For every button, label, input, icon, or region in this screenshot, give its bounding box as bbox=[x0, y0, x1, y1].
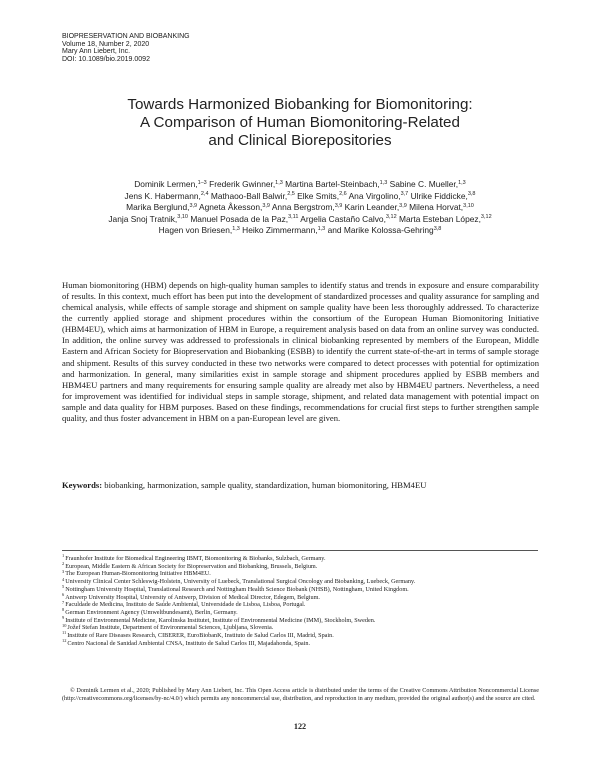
affiliation: $^4$University Clinical Center Schleswig-Holstein, University of Luebeck, Translational Surgical Oncology and Biobanking, Luebeck, Germany. bbox=[62, 576, 416, 586]
author: and Marike Kolossa-Gehring$^{3,8}$ bbox=[327, 225, 442, 236]
author: Marta Esteban López,$^{3,12}$ bbox=[398, 213, 492, 224]
author: Heiko Zimmermann,$^{1,3}$ bbox=[242, 225, 326, 236]
author: Milena Horvat,$^{3,10}$ bbox=[409, 202, 474, 213]
affiliation: $^{12}$Centro Nacional de Sanidad Ambiental CNSA, Instituto de Salud Carlos III, Majadahonda, Spain. bbox=[62, 638, 311, 647]
author: Argelia Castaño Calvo,$^{3,12}$ bbox=[300, 213, 397, 224]
journal-volume: Volume 18, Number 2, 2020 bbox=[62, 40, 150, 48]
journal-header bbox=[62, 33, 190, 63]
journal-name: BIOPRESERVATION AND BIOBANKING bbox=[62, 33, 190, 40]
author: Karin Leander,$^{3,9}$ bbox=[344, 202, 407, 213]
copyright-notice: © Dominik Lermen et al., 2020; Published by Mary Ann Liebert, Inc. This Open Access article is distributed under the terms of the Creative Commons Attribution Noncommercial License (http://creativecommons.org/licenses/by-nc/4.0/) which permits any noncommercial use, distribution, and reproduction in any medium, provided the original author(s) and the source are cited. bbox=[62, 687, 539, 702]
author: Anna Bergstrom,$^{3,9}$ bbox=[271, 202, 343, 213]
author: Dominik Lermen,$^{1-3}$ bbox=[134, 179, 207, 189]
author: Hagen von Briesen,$^{1,3}$ bbox=[158, 225, 240, 236]
page-number: 122 bbox=[293, 722, 307, 731]
article-title bbox=[60, 96, 540, 150]
author: Marika Berglund,$^{3,9}$ bbox=[126, 202, 198, 213]
author: Mathaoo-Ball Balwir,$^{2,5}$ bbox=[210, 190, 295, 201]
author: Manuel Posada de la Paz,$^{3,11}$ bbox=[190, 213, 299, 224]
affiliation: $^6$Antwerp University Hospital, University of Antwerp, Division of Medical Director, Edegem, Belgium. bbox=[62, 591, 320, 601]
affiliation: $^5$Nottingham University Hospital, Translational Research and Nottingham Health Science Biobank (NHSB), Nottingham, United Kingdom. bbox=[62, 584, 409, 593]
author: Agneta Åkesson,$^{3,9}$ bbox=[198, 202, 270, 213]
author: Jens K. Habermann,$^{2,4}$ bbox=[124, 190, 209, 201]
author: Elke Smits,$^{2,6}$ bbox=[297, 190, 347, 201]
title-line: Towards Harmonized Biobanking for Biomonitoring: bbox=[127, 96, 473, 113]
keywords-text: biobanking, harmonization, sample quality, standardization, human biomonitoring, HBM4EU bbox=[104, 480, 427, 490]
keywords bbox=[62, 480, 539, 491]
affiliations bbox=[62, 555, 539, 647]
journal-doi: DOI: 10.1089/bio.2019.0092 bbox=[62, 55, 150, 63]
affiliation: $^2$European, Middle Eastern & African Society for Biopreservation and Biobanking, Brussels, Belgium. bbox=[62, 561, 318, 570]
author: Ana Virgolino,$^{3,7}$ bbox=[348, 190, 409, 201]
footnote-divider bbox=[62, 550, 538, 551]
affiliation: $^9$Institute of Environmental Medicine, Karolinska Institutet, Institute of Environmental Medicine (IMM), Stockholm, Sweden. bbox=[62, 615, 376, 624]
affiliation: $^1$Fraunhofer Institute for Biomedical Engineering IBMT, Biomonitoring & Biobanks, Sulzbach, Germany. bbox=[62, 553, 326, 562]
author: Ulrike Fiddicke,$^{3,8}$ bbox=[410, 190, 476, 201]
affiliation: $^8$German Environment Agency (Umweltbundesamt), Berlin, Germany. bbox=[62, 607, 238, 616]
affiliation: $^3$The European Human-Biomonitoring Initiative HBM4EU. bbox=[62, 568, 211, 578]
author-list bbox=[62, 179, 538, 237]
title-line: A Comparison of Human Biomonitoring-Related bbox=[140, 114, 460, 131]
keywords-label: Keywords: bbox=[62, 480, 103, 490]
affiliation: $^{11}$Institute of Rare Diseases Research, CIBERER, EuroBiobanK, Instituto de Salud Carlos III, Madrid, Spain. bbox=[62, 630, 334, 640]
author: Frederik Gwinner,$^{1,3}$ bbox=[209, 179, 283, 189]
author: Sabine C. Mueller,$^{1,3}$ bbox=[389, 179, 466, 189]
author: Martina Bartel-Steinbach,$^{1,3}$ bbox=[285, 179, 388, 189]
journal-publisher: Mary Ann Liebert, Inc. bbox=[62, 48, 131, 56]
affiliation: $^7$Faculdade de Medicina, Instituto de Saúde Ambiental, Universidade de Lisboa, Lisboa, Portugal. bbox=[62, 599, 306, 609]
abstract: Human biomonitoring (HBM) depends on high-quality human samples to identify status and trends in exposure and ensure comparability of results. In this context, much effort has been put into the development of standardized processes and quality assurance for sampling and chemical analysis, while effects of sample storage and shipment on sample quality have been less thoroughly addressed. To characterize the currently applied storage and shipment procedures within the consortium of the European Human Biomonitoring Initiative (HBM4EU), which aims at harmonization of HBM in Europe, a requirement analysis based on data from an online survey was conducted. In addition, the online survey was addressed to professionals in clinical biobanking represented by members of the European, Middle Eastern and African Society for Biopreservation and Biobanking (ESBB) to identify the current state-of-the-art in terms of sample storage and shipment. Results of this survey conducted in these two networks were compared to detect processes with potential for optimization and harmonization. In general, many similarities exist in sample storage and shipment procedures applied by ESBB members and HBM4EU partners and many requirements for ensuring sample quality are already met also by HBM4EU partners. Nevertheless, a need for improvement was identified for individual steps in sample storage, shipment, and related data management with potential impact on sample and data quality for HBM purposes. Based on these findings, recommendations for crucial first steps to further strengthen sample quality, and thus foster advancement in HBM on a pan-European level are given. bbox=[62, 280, 539, 423]
affiliation: $^{10}$Jožef Stefan Institute, Department of Environmental Sciences, Ljubljana, Slovenia. bbox=[62, 622, 274, 632]
title-line: and Clinical Biorepositories bbox=[208, 132, 392, 149]
author: Janja Snoj Tratnik,$^{3,10}$ bbox=[108, 213, 188, 224]
